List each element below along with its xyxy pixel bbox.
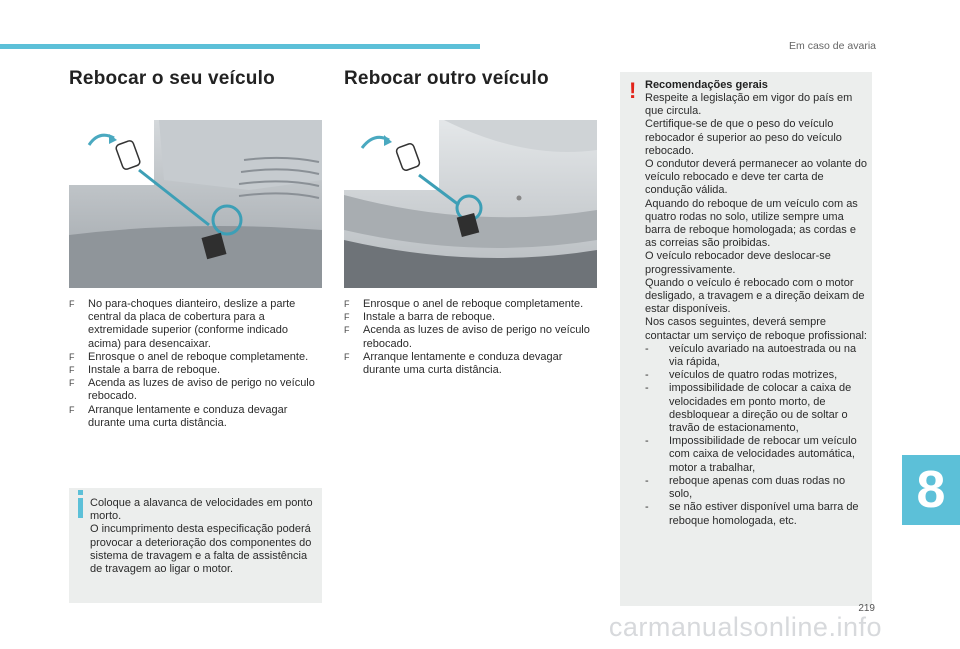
warning-case-list — [645, 343, 870, 528]
list-item: F Acenda as luzes de aviso de perigo no veículo rebocado. — [69, 377, 315, 403]
list-item: - reboque apenas com duas rodas no solo, — [645, 474, 846, 501]
top-accent-bar — [0, 44, 480, 49]
info-text: Coloque a alavanca de velocidades em ponto morto. O incumprimento desta especificação poderá provocar a deterioração dos componentes do sistema de travagem e a falta de assistência de travagem ao ligar o motor. — [90, 497, 313, 576]
warning-box — [620, 72, 872, 606]
warning-paragraph: O condutor deverá permanecer ao volante do veículo rebocado e deve ter carta de condução válida. — [645, 158, 867, 197]
list-item: F No para-choques dianteiro, deslize a parte central da placa de cobertura para a extremidade superior (conforme indicado acima) para desencaixar. — [69, 298, 296, 350]
list-item: - impossibilidade de colocar a caixa de velocidades em ponto morto, de desbloquear a direção ou de soltar o travão de estacionamento, — [645, 382, 852, 435]
warning-paragraph: Aquando do reboque de um veículo com as quatro rodas no solo, utilize sempre uma barra de reboque homologada; as cordas e as correias são proibidas. — [645, 197, 858, 250]
list-item: F Instale a barra de reboque. — [69, 364, 221, 377]
watermark: carmanualsonline.info — [608, 612, 882, 642]
list-item: - se não estiver disponível uma barra de reboque homologada, etc. — [645, 501, 859, 527]
list-item: - veículos de quatro rodas motrizes, — [645, 369, 838, 382]
chapter-tab: 8 — [902, 455, 960, 525]
warning-paragraph: Respeite a legislação em vigor do país em que circula. — [645, 92, 853, 118]
list-item: - veículo avariado na autoestrada ou na via rápida, — [645, 342, 857, 369]
section-header: Em caso de avaria — [789, 40, 876, 52]
list-item: F Enrosque o anel de reboque completamente. — [69, 350, 309, 363]
left-title: Rebocar o seu veículo — [69, 68, 275, 89]
list-item: F Arranque lentamente e conduza devagar durante uma curta distância. — [69, 403, 288, 429]
warning-paragraph: Nos casos seguintes, deverá sempre contactar um serviço de reboque profissional: — [645, 316, 867, 342]
middle-title: Rebocar outro veículo — [344, 68, 549, 89]
rear-bumper-photo — [344, 120, 597, 288]
warning-paragraph: Quando o veículo é rebocado com o motor desligado, a travagem e a direção deixam de estar disponíveis. — [645, 276, 865, 316]
list-item: F Acenda as luzes de aviso de perigo no veículo rebocado. — [344, 324, 590, 350]
list-item: - Impossibilidade de rebocar um veículo com caixa de velocidades automática, motor a trabalhar, — [645, 435, 857, 474]
warning-text — [645, 92, 870, 528]
front-bumper-photo — [69, 120, 322, 288]
middle-bullet-list — [344, 298, 597, 377]
warning-title: Recomendações gerais — [645, 79, 768, 91]
left-bullet-list — [69, 298, 322, 430]
warning-icon: ! — [629, 78, 637, 103]
list-item: F Instale a barra de reboque. — [344, 311, 496, 324]
warning-paragraph: O veículo rebocador deve deslocar-se progressivamente. — [645, 250, 831, 276]
info-icon-bar — [78, 498, 83, 518]
info-icon — [78, 490, 83, 495]
warning-paragraph: Certifique-se de que o peso do veículo rebocador é superior ao peso do veículo rebocado. — [645, 118, 842, 157]
info-box — [69, 488, 322, 603]
list-item: F Arranque lentamente e conduza devagar durante uma curta distância. — [344, 350, 563, 377]
list-item: F Enrosque o anel de reboque completamente. — [344, 298, 584, 310]
page-number: 219 — [858, 603, 875, 614]
